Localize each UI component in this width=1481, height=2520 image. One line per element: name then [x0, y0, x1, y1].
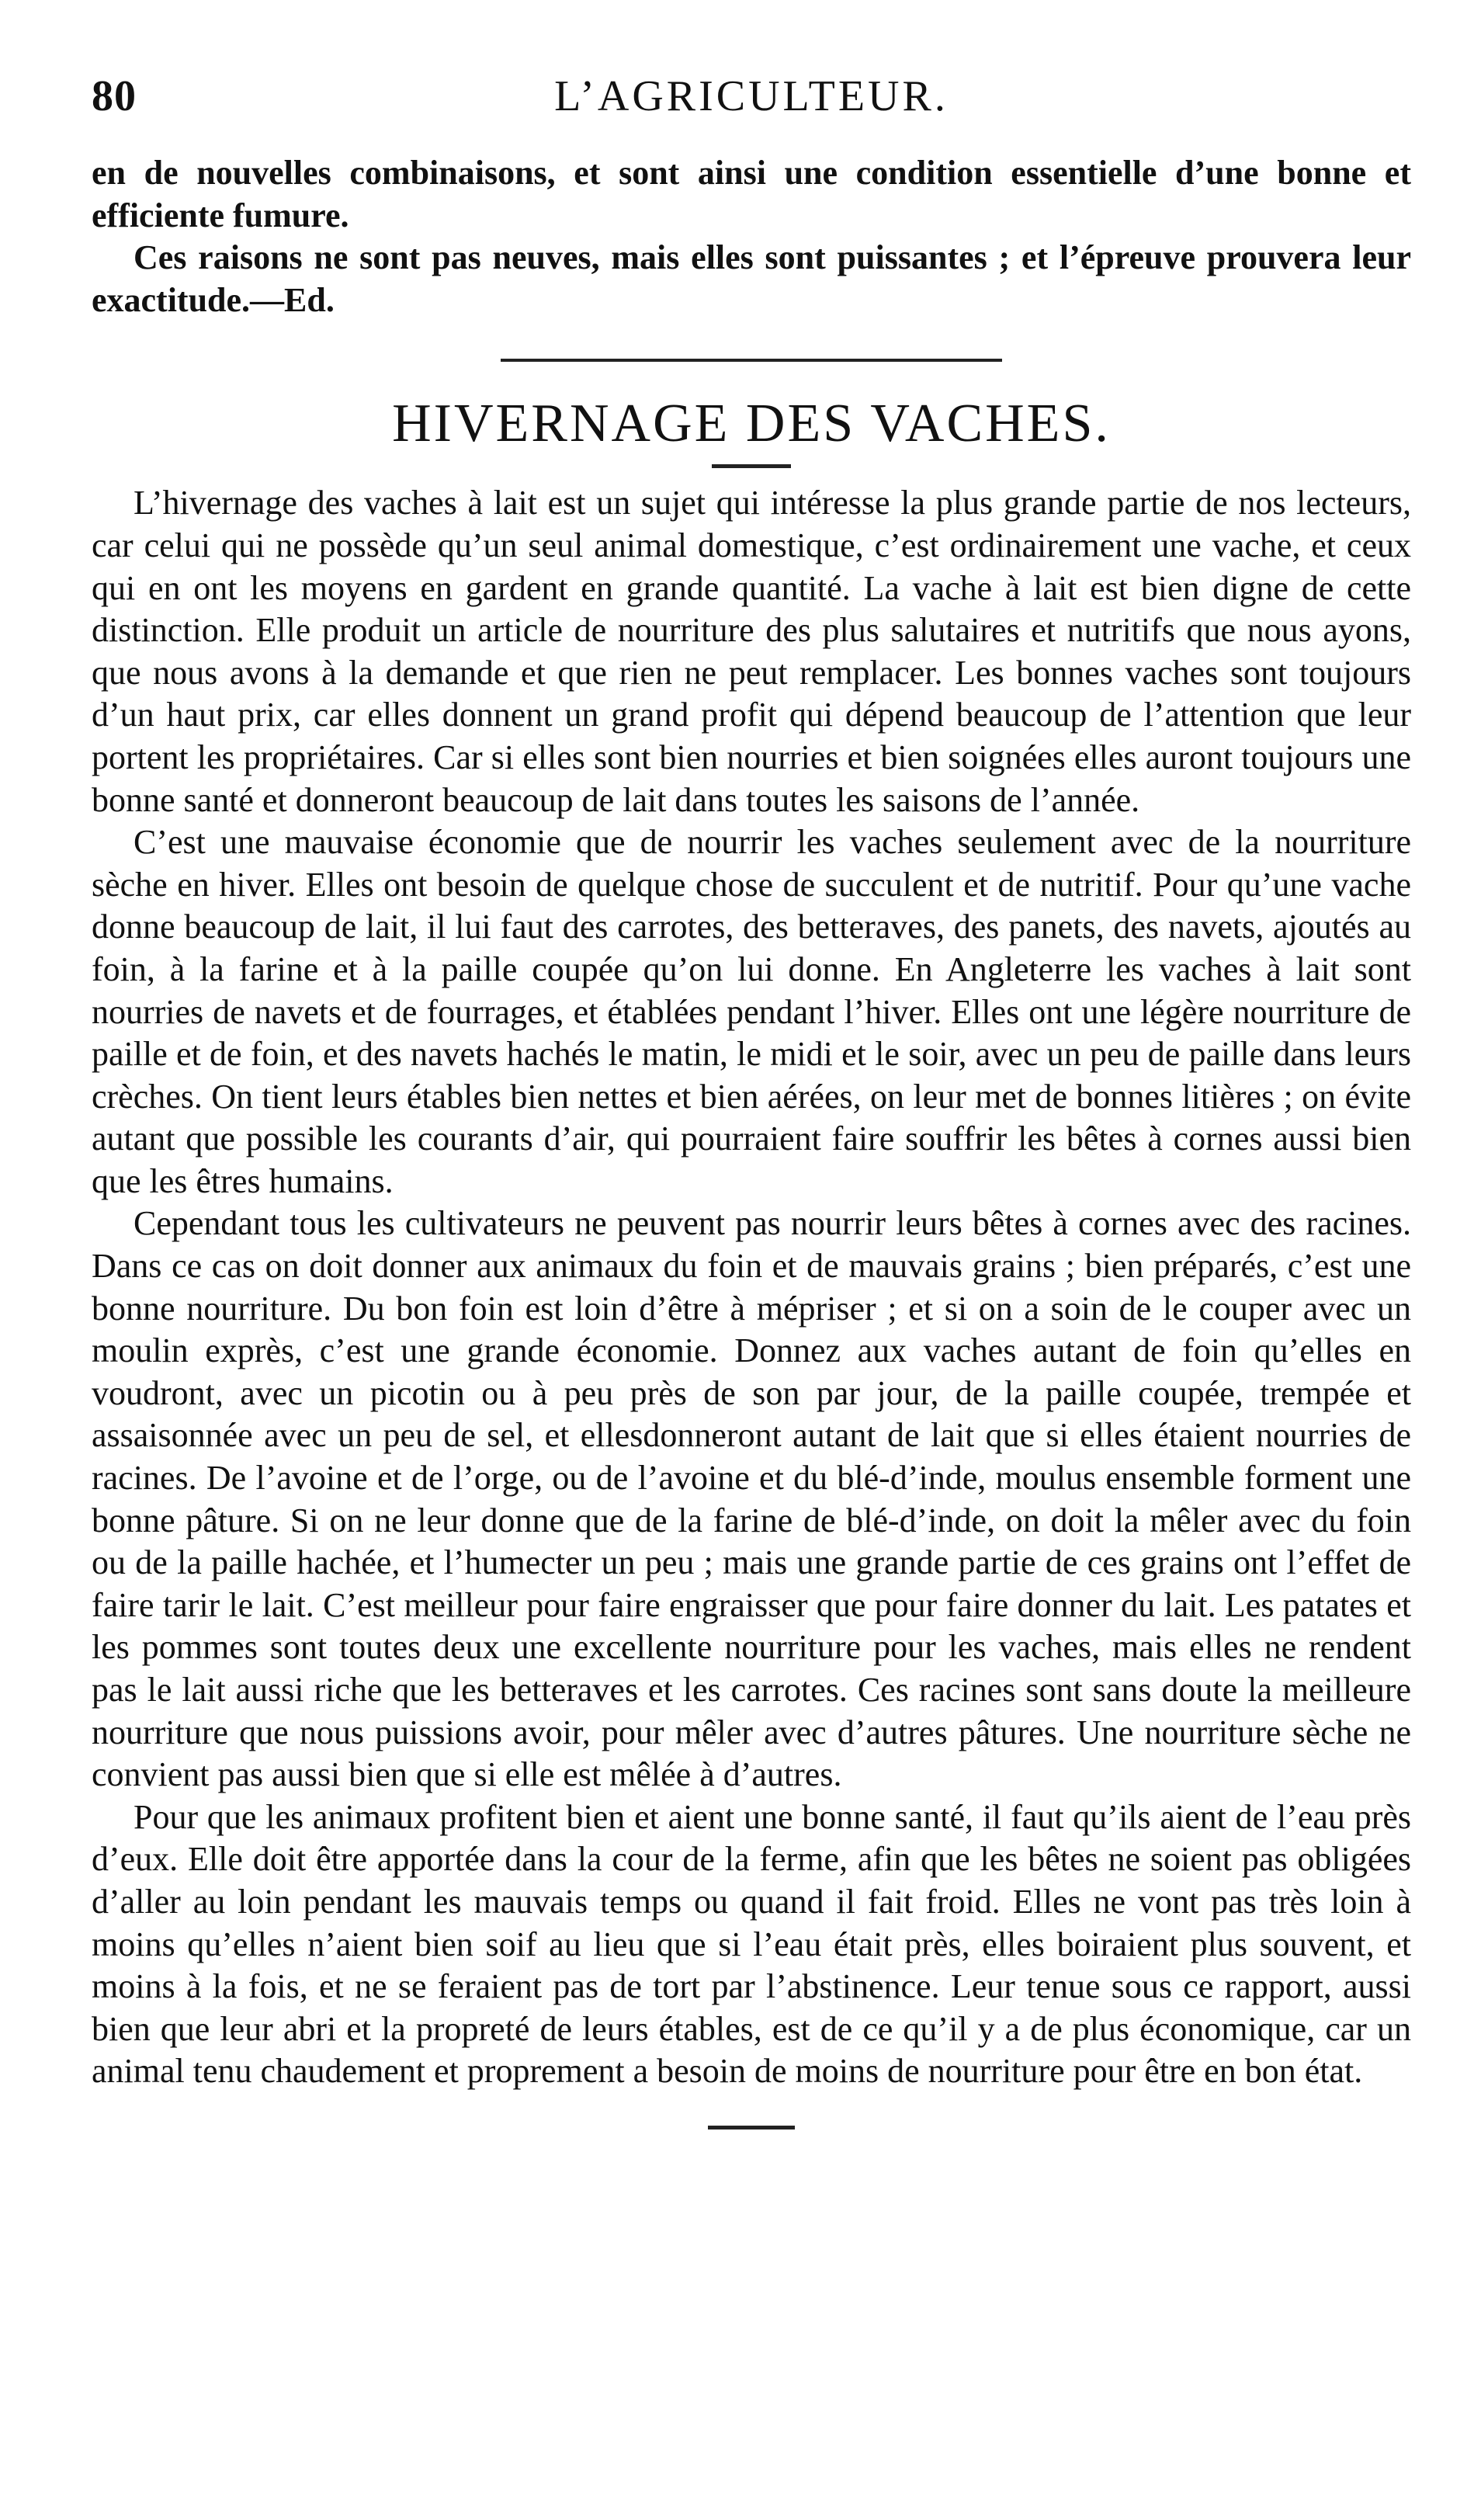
end-rule [708, 2126, 795, 2130]
article-paragraph-3: Cependant tous les cultivateurs ne peuvent pas nourrir leurs bêtes à cornes avec des racines. Dans ce cas on doit donner aux animaux du foin et de mauvais grains ; bien préparés, c’est une bonne nourriture. Du bon foin est loin d’être à mépriser ; et si on a soin de le couper avec un moulin exprès, c’est une grande économie. Donnez aux vaches autant de foin qu’elles en voudront, avec un picotin ou à peu près de son par jour, de la paille coupée, trempée et assaisonnée avec un peu de sel, et ellesdonneront autant de lait que si elles étaient nourries de racines. De l’avoine et de l’orge, ou de l’avoine et du blé-d’inde, moulus ensemble forment une bonne pâture. Si on ne leur donne que de la farine de blé-d’inde, on doit la mêler avec du foin ou de la paille hachée, et l’humecter un peu ; mais une grande partie de ces grains ont l’effet de faire tarir le lait. C’est meilleur pour faire engraisser que pour faire donner du lait. Les patates et les pommes sont toutes deux une excellente nourriture pour les vaches, mais elles ne rendent pas le lait aussi riche que les betteraves et les carrotes. Ces racines sont sans doute la meilleure nourriture que nous puissions avoir, pour mêler avec d’autres pâtures. Une nourriture sèche ne convient pas aussi bien que si elle est mêlée à d’autres. [92, 1204, 1411, 1794]
article-paragraph-1: L’hivernage des vaches à lait est un sujet qui intéresse la plus grande partie de nos lecteurs, car celui qui ne possède qu’un seul animal domestique, c’est ordinairement une vache, et ceux qui en ont les moyens en gardent en grande quantité. La vache à lait est bien digne de cette distinction. Elle produit un article de nourriture des plus salutaires et nutritifs que nous ayons, que nous avons à la demande et que rien ne peut remplacer. Les bonnes vaches sont toujours d’un haut prix, car elles donnent un grand profit qui dépend beaucoup de l’attention que leur portent les propriétaires. Car si elles sont bien nourries et bien soignées elles auront toujours une bonne santé et donneront beaucoup de lait dans toutes les saisons de l’année. [92, 484, 1411, 819]
page-content [92, 152, 1411, 2130]
page-header [92, 71, 1411, 141]
title-underline [712, 464, 791, 468]
intro-paragraph-2: Ces raisons ne sont pas neuves, mais elles sont puissantes ; et l’épreuve prouvera leur exactitude.—Ed. [92, 238, 1411, 319]
article-title: HIVERNAGE DES VACHES. [392, 394, 1111, 454]
page-number: 80 [92, 72, 137, 120]
intro-paragraph-1: en de nouvelles combinaisons, et sont ainsi une condition essentielle d’une bonne et efficiente fumure. [92, 154, 1411, 234]
section-divider [501, 359, 1002, 362]
article-paragraph-4: Pour que les animaux profitent bien et aient une bonne santé, il faut qu’ils aient de l’eau près d’eux. Elle doit être apportée dans la cour de la ferme, afin que les bêtes ne soient pas obligées d’aller au loin pendant les mauvais temps ou quand il fait froid. Elles ne vont pas très loin à moins qu’elles n’aient bien soif au lieu que si l’eau était près, elles boiraient plus souvent, et moins à la fois, et ne se feraient pas de tort par l’abstinence. Leur tenue sous ce rapport, aussi bien que leur abri et la propreté de leurs étables, est de ce qu’il y a de plus économique, car un animal tenu chaudement et proprement a besoin de moins de nourriture pour être en bon état. [92, 1797, 1411, 2091]
running-title: L’AGRICULTEUR. [554, 72, 949, 120]
article-paragraph-2: C’est une mauvaise économie que de nourrir les vaches seulement avec de la nourriture sèche en hiver. Elles ont besoin de quelque chose de succulent et de nutritif. Pour qu’une vache donne beaucoup de lait, il lui faut des carrotes, des betteraves, des panets, des navets, ajoutés au foin, à la farine et à la paille coupée qu’on lui donne. En Angleterre les vaches à lait sont nourries de navets et de fourrages, et établées pendant l’hiver. Elles ont une légère nourriture de paille et de foin, et des navets hachés le matin, le midi et le soir, avec un peu de paille dans leurs crèches. On tient leurs étables bien nettes et bien aérées, on leur met de bonnes litières ; on évite autant que possible les courants d’air, qui pourraient faire souffrir les bêtes à cornes aussi bien que les êtres humains. [92, 823, 1411, 1200]
